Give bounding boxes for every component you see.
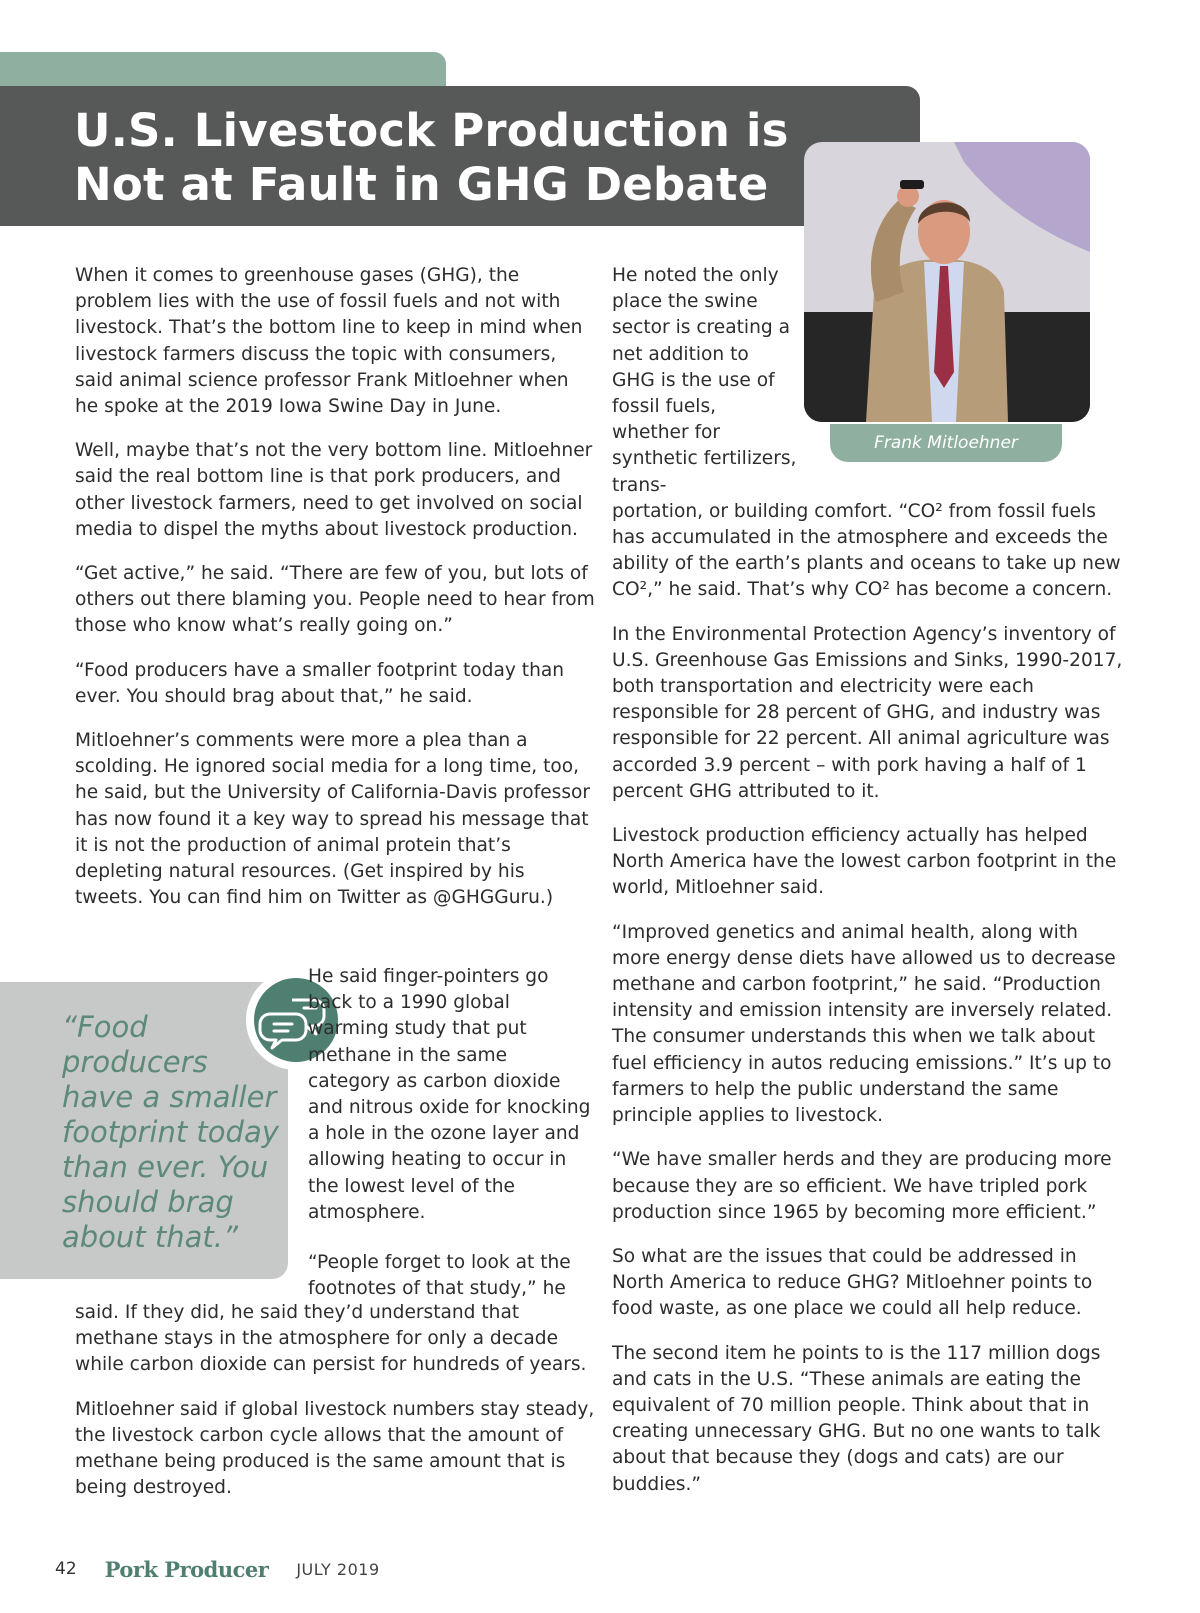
- body-paragraph: “Food producers have a smaller footprint today than ever. You should brag about that,” he said.: [75, 659, 565, 707]
- body-paragraph: He said finger-pointers go back to a 1990 global warming study that put methane in the same category as carbon dioxide and nitrous oxide for knocking a hole in the ozone layer and allowing heating to occur in the lowest level of the atmosphere.: [308, 966, 591, 1223]
- body-paragraph: When it comes to greenhouse gases (GHG), the problem lies with the use of fossil fuels and not with livestock. That’s the bottom line to keep in mind when livestock farmers discuss the topic with consumers, said animal science professor Frank Mitloehner when he spoke at the 2019 Iowa Swine Day in June.: [75, 265, 583, 418]
- body-paragraph: Well, maybe that’s not the very bottom line. Mitloehner said the real bottom line is that pork producers, and other livestock farmers, need to get involved on social media to dispel the myths about livestock production.: [75, 440, 593, 540]
- body-paragraph: “We have smaller herds and they are producing more because they are so efficient. We have tripled pork production since 1965 by becoming more efficient.”: [612, 1149, 1112, 1223]
- body-paragraph: “Get active,” he said. “There are few of you, but lots of others out there blaming you. People need to hear from those who know what’s really going on.”: [75, 563, 595, 637]
- body-paragraph: In the Environmental Protection Agency’s inventory of U.S. Greenhouse Gas Emissions and Sinks, 1990-2017, both transportation and electricity were each responsible for 28 percent of GHG, and industry was responsible for 22 percent. All animal agriculture was accorded 3.9 percent – with pork having a half of 1 percent GHG attributed to it.: [612, 623, 1123, 802]
- publication-logo: Pork Producer: [104, 1556, 269, 1582]
- body-paragraph: Mitloehner said if global livestock numbers stay steady, the livestock carbon cycle allows that the amount of methane being produced is the same amount that is being destroyed.: [75, 1398, 595, 1499]
- photo-caption: Frank Mitloehner: [830, 424, 1062, 462]
- pull-quote: “Food producers have a smaller footprint today than ever. You should brag about that.”: [62, 1010, 279, 1254]
- body-paragraph: The second item he points to is the 117 million dogs and cats in the U.S. “These animals are eating the equivalent of 70 million people. Think about that in creating unnecessary GHG. But no one wants to talk about that because they (dogs and cats) are our buddies.”: [612, 1342, 1101, 1495]
- page-footer: [55, 1554, 380, 1584]
- page-title: U.S. Livestock Production is Not at Fault in GHG Debate: [74, 104, 789, 211]
- body-paragraph: said. If they did, he said they’d understand that methane stays in the atmosphere for only a decade while carbon dioxide can persist for hundreds of years.: [75, 1302, 587, 1376]
- right-column: [612, 263, 1130, 1516]
- wrapped-text-block: [308, 964, 593, 1226]
- issue-date: JULY 2019: [296, 1559, 380, 1579]
- body-paragraph: “People forget to look at the footnotes of that study,” he: [308, 1252, 571, 1300]
- body-paragraph: Mitloehner’s comments were more a plea than a scolding. He ignored social media for a long time, too, he said, but the University of California-Davis professor has now found it a key way to spread his message that it is not the production of animal protein that’s depleting natural resources. (Get inspired by his tweets. You can find him on Twitter as @GHGGuru.): [75, 730, 591, 909]
- left-column-lower: [75, 1300, 595, 1519]
- body-paragraph: portation, or building comfort. “CO² from fossil fuels has accumulated in the atmosphere and exceeds the ability of the earth’s plants and oceans to take up new CO²,” he said. That’s why CO² has become a concern.: [612, 500, 1121, 601]
- wrapped-text-block-2: [308, 1250, 593, 1302]
- body-paragraph: He noted the only place the swine sector is creating a net addition to GHG is the use of fossil fuels, whether for synthetic fertilizers, trans-: [612, 265, 797, 496]
- body-paragraph: So what are the issues that could be addressed in North America to reduce GHG? Mitloehner points to food waste, as one place we could all help reduce.: [612, 1245, 1093, 1320]
- page-number: 42: [55, 1559, 77, 1579]
- left-column: [75, 263, 595, 929]
- body-paragraph: “Improved genetics and animal health, along with more energy dense diets have allowed us to decrease methane and carbon footprint,” he said. “Production intensity and emission intensity are inversely related. The consumer understands this when we talk about fuel efficiency in autos reducing emissions.” It’s up to farmers to help the public understand the same principle applies to livestock.: [612, 921, 1116, 1127]
- body-paragraph: Livestock production efficiency actually has helped North America have the lowest carbon footprint in the world, Mitloehner said.: [612, 825, 1117, 899]
